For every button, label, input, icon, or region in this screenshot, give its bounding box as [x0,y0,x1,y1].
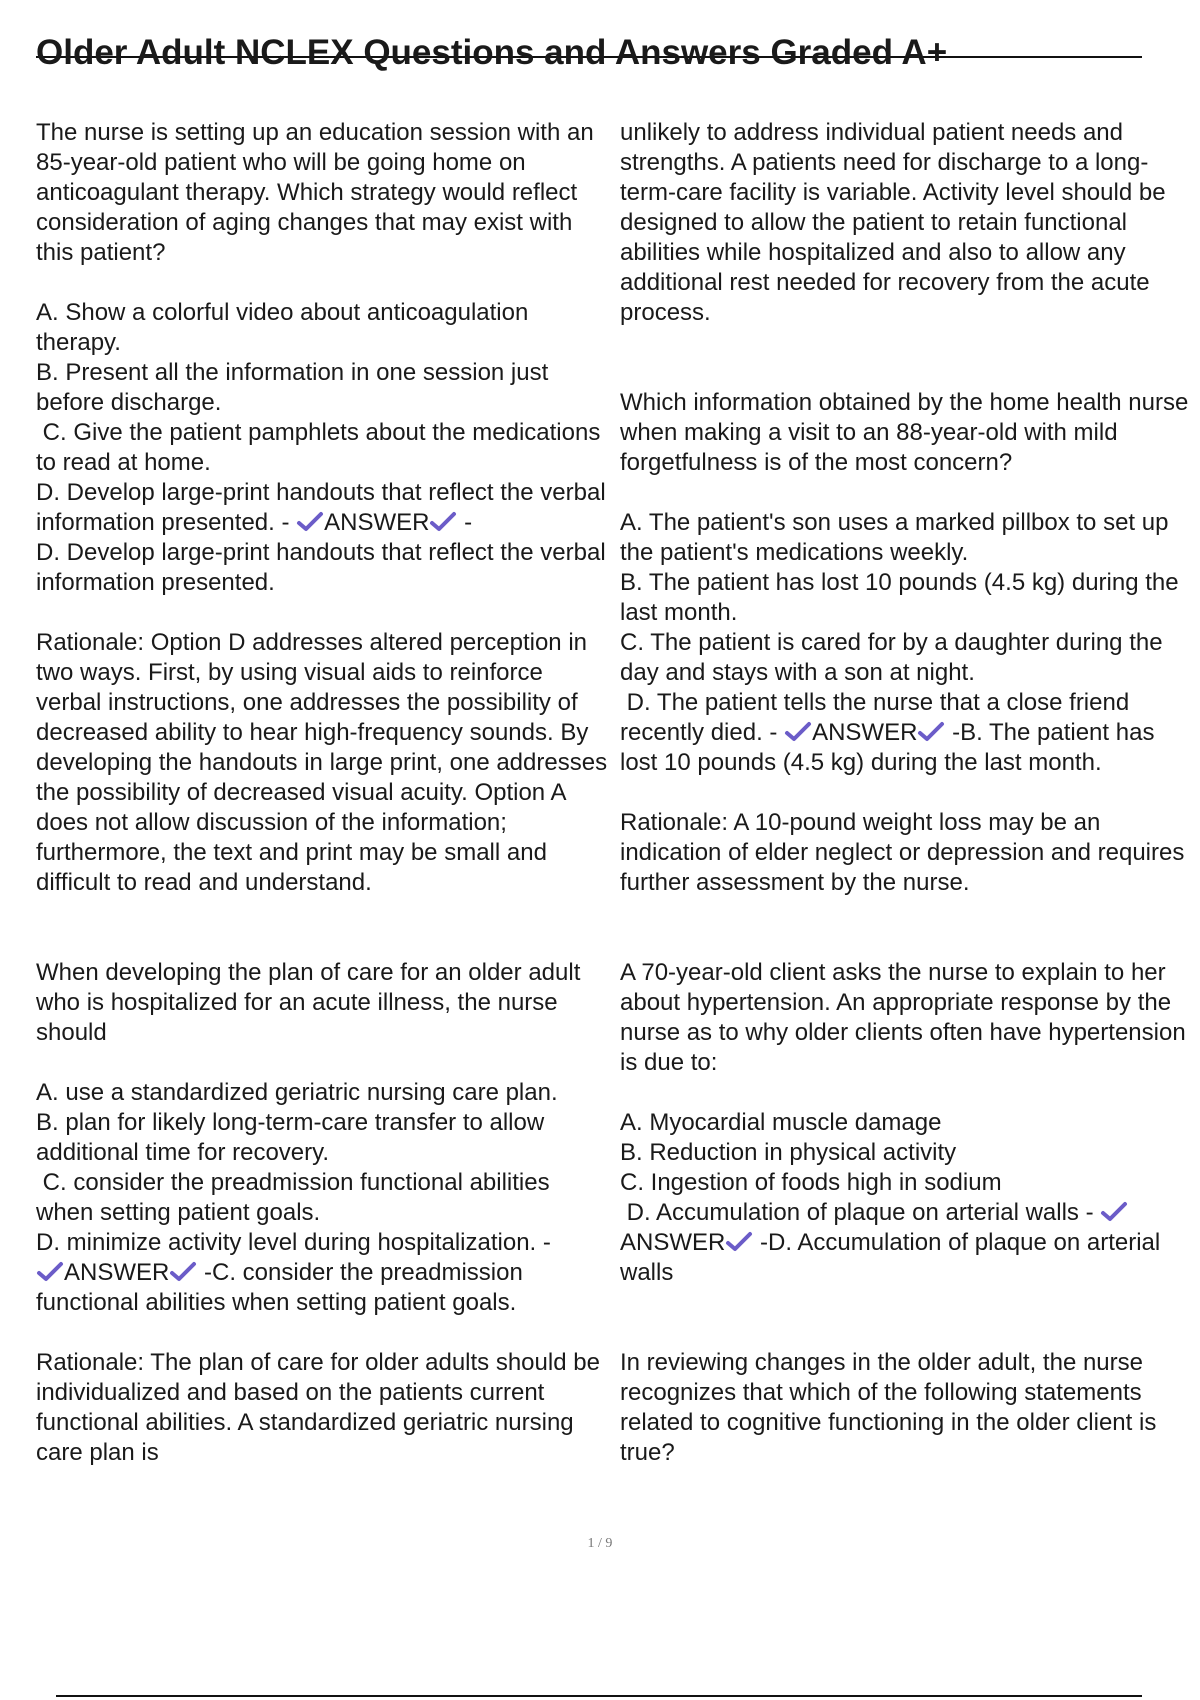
left-column [36,118,614,1468]
question-stem: When developing the plan of care for an older adult who is hospitalized for an acute illness, the nurse should [36,959,588,1046]
option-d: D. The patient tells the nurse that a close friend recently died. - [620,689,1136,746]
rationale-continued: unlikely to address individual patient needs and strengths. A patients need for discharge to a long-term-care facility is variable. Activity level should be designed to allow the patient to retain functional abilities while hospitalized and also to allow any additional rest needed for recovery from the acute process. [620,119,1173,326]
checkmark-icon [296,511,324,533]
option-c: C. Give the patient pamphlets about the medications to read at home. [36,419,608,476]
option-c: C. Ingestion of foods high in sodium [620,1169,1002,1196]
option-d-with-answer [620,688,1190,778]
option-c: C. The patient is cared for by a daughter during the day and stays with a son at night. [620,629,1170,686]
page-title: Older Adult NCLEX Questions and Answers Graded A+ [36,30,1142,58]
option-d: D. minimize activity level during hospitalization. - [36,1229,551,1256]
answer-label: ANSWER [620,1229,726,1256]
question-stem: A 70-year-old client asks the nurse to explain to her about hypertension. An appropriate response by the nurse as to why older clients often have hypertension is due to: [620,959,1193,1076]
checkmark-icon [429,511,457,533]
option-d-with-answer [620,1198,1190,1288]
answer-text: D. Develop large-print handouts that reflect the verbal information presented. [36,539,613,596]
footer-divider [56,1695,1142,1697]
question-stem: In reviewing changes in the older adult, the nurse recognizes that which of the following statements related to cognitive functioning in the older client is true? [620,1349,1163,1466]
option-b: B. Reduction in physical activity [620,1139,957,1166]
checkmark-icon [169,1261,197,1283]
option-b: B. The patient has lost 10 pounds (4.5 kg) during the last month. [620,569,1186,626]
rationale: Rationale: The plan of care for older adults should be individualized and based on the patients current functional abilities. A standardized geriatric nursing care plan is [36,1349,607,1466]
answer-text: -B. The patient has lost 10 pounds (4.5 kg) during the last month. [620,719,1162,776]
answer-text: -C. consider the preadmission functional abilities when setting patient goals. [36,1259,530,1316]
option-d: D. Develop large-print handouts that reflect the verbal information presented. - [36,479,613,536]
checkmark-icon [917,721,945,743]
rationale: Rationale: Option D addresses altered perception in two ways. First, by using visual aids to reinforce verbal instructions, one addresses the possibility of decreased ability to hear high-frequency sounds. By developing the handouts in large print, one addresses the possibility of decreased visual acuity. Option A does not allow discussion of the information; furthermore, the text and print may be small and difficult to read and understand. [36,629,614,896]
option-a: A. The patient's son uses a marked pillbox to set up the patient's medications weekly. [620,509,1176,566]
option-b: B. Present all the information in one session just before discharge. [36,359,555,416]
answer-label: ANSWER [812,719,918,746]
answer-label: ANSWER [64,1259,170,1286]
option-a: A. Myocardial muscle damage [620,1109,942,1136]
option-c: C. consider the preadmission functional abilities when setting patient goals. [36,1169,557,1226]
option-b: B. plan for likely long-term-care transfer to allow additional time for recovery. [36,1109,551,1166]
right-column [620,118,1196,1468]
checkmark-icon [36,1261,64,1283]
checkmark-icon [784,721,812,743]
option-a: A. use a standardized geriatric nursing care plan. [36,1079,558,1106]
checkmark-icon [1100,1201,1128,1223]
rationale: Rationale: A 10-pound weight loss may be an indication of elder neglect or depression and requires further assessment by the nurse. [620,809,1192,896]
question-stem: The nurse is setting up an education session with an 85-year-old patient who will be going home on anticoagulant therapy. Which strategy would reflect consideration of aging changes that may exist with this patient? [36,119,601,266]
checkmark-icon [725,1231,753,1253]
page-number: 1 / 9 [587,1536,613,1551]
option-d-with-answer [36,478,611,538]
option-a: A. Show a colorful video about anticoagulation therapy. [36,299,535,356]
question-stem: Which information obtained by the home health nurse when making a visit to an 88-year-old with mild forgetfulness is of the most concern? [620,389,1196,476]
option-d: D. Accumulation of plaque on arterial walls - [620,1199,1101,1226]
answer-label: ANSWER [324,509,430,536]
answer-line [36,1258,611,1318]
answer-text: -D. Accumulation of plaque on arterial walls [620,1229,1167,1286]
answer-separator: - [457,509,479,536]
